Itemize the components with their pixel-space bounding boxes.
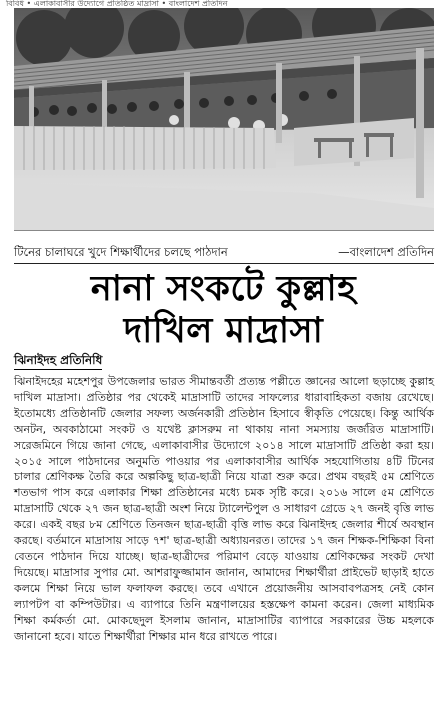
top-strip-text: বিবিধ • এলাকাবাসীর উদ্যোগে প্রতিষ্ঠিত মাদ্রাসা • বাংলাদেশ প্রতিদিন (6, 0, 228, 8)
photo-caption: টিনের চালাঘরে খুদে শিক্ষার্থীদের চলছে পাঠদান (14, 245, 228, 259)
article-paragraph: ঝিনাইদহের মহেশপুর উপজেলার ভারত সীমান্তবর্তী প্রত্যন্ত পল্লীতে জ্ঞানের আলো ছড়াচ্ছে কুল্লাহ দাখিল মাদ্রাসা। প্রতিষ্ঠার পর থেকেই মাদ্রাসাটি তাদের সাফল্যের ধারাবাহিকতা বজায় রেখেছে। ইতোমধ্যে প্রতিষ্ঠানটি জেলার সফল্য অর্জনকারী প্রতিষ্ঠান হিসাবে স্বীকৃতি পেয়েছে। কিন্তু আর্থিক অনটন, অবকাঠামো সংকট ও যথেষ্ট ক্লাসরুম না থাকায় নানা সমস্যায় জর্জরিত মাদ্রাসাটি। সরেজমিনে গিয়ে জানা গেছে, এলাকাবাসীর উদ্যোগে ২০১৪ সালে মাদ্রাসাটি প্রতিষ্ঠা করা হয়। ২০১৫ সালে পাঠদানের অনুমতি পাওয়ার পর এলাকাবাসীর আর্থিক সহযোগিতায় ৪টি টিনের চালার শ্রেণিকক্ষ তৈরি করে অল্পকিছু ছাত্র-ছাত্রী নিয়ে যাত্রা শুরু করে। প্রথম বছরই ৫ম শ্রেণিতে শতভাগ পাস করে এলাকার শিক্ষা প্রতিষ্ঠানের মধ্যে চমক সৃষ্টি করে। ২০১৬ সালে ৫ম শ্রেণিতে মাদ্রাসাটি থেকে ২৭ জন ছাত্র-ছাত্রী অংশ নিয়ে ট্যালেন্টপুল ও সাধারণ গ্রেডে ২৭ জনই বৃত্তি লাভ করে। একই বছর ৮ম শ্রেণিতে তিনজন ছাত্র-ছাত্রী বৃত্তি লাভ করে ঝিনাইদহ জেলার শীর্ষে অবস্থান করছে। বর্তমানে মাদ্রাসায় সাড়ে ৭শ' ছাত্র-ছাত্রী অধ্যায়নরত। তাদের ১৭ জন শিক্ষক-শিক্ষিকা বিনা বেতনে পাঠদান দিয়ে যাচ্ছে। ছাত্র-ছাত্রীদের পরিমাণ বেড়ে যাওয়ায় শ্রেণিকক্ষের সংকট দেখা দিয়েছে। মাদ্রাসার সুপার মো. আশরাফুজ্জামান জানান, আমাদের শিক্ষার্থীরা প্রাইভেট ছাড়াই হাতে কলমে শিক্ষা নিয়ে ভাল ফলাফল করছে। তবে এখানে প্রয়োজনীয় আসবাবপত্রসহ নেই কোন ল্যাপটপ বা কম্পিউটার। এ ব্যাপারে তিনি মন্ত্রণালয়ের হস্তক্ষেপ কামনা করেন। জেলা মাধ্যমিক শিক্ষা কর্মকর্তা মো. মোকছেদুল ইসলাম জানান, মাদ্রাসাটির ব্যাপারে সরকারের উচ্চ মহলকে জানানো হবে। যাতে শিক্ষার্থীরা শিক্ষার মান ধরে রাখতে পারে। (14, 375, 434, 643)
classroom-photo (14, 8, 434, 231)
photo-credit: —বাংলাদেশ প্রতিদিন (338, 245, 434, 259)
photo-caption-row (14, 243, 434, 264)
article-body (14, 374, 434, 644)
classroom-photo-icon (14, 8, 434, 230)
headline-line-2: দাখিল মাদ্রাসা (123, 311, 324, 351)
headline (0, 268, 447, 352)
headline-line-1: নানা সংকটে কুল্লাহ (90, 269, 357, 309)
byline: ঝিনাইদহ প্রতিনিধি (14, 352, 102, 370)
